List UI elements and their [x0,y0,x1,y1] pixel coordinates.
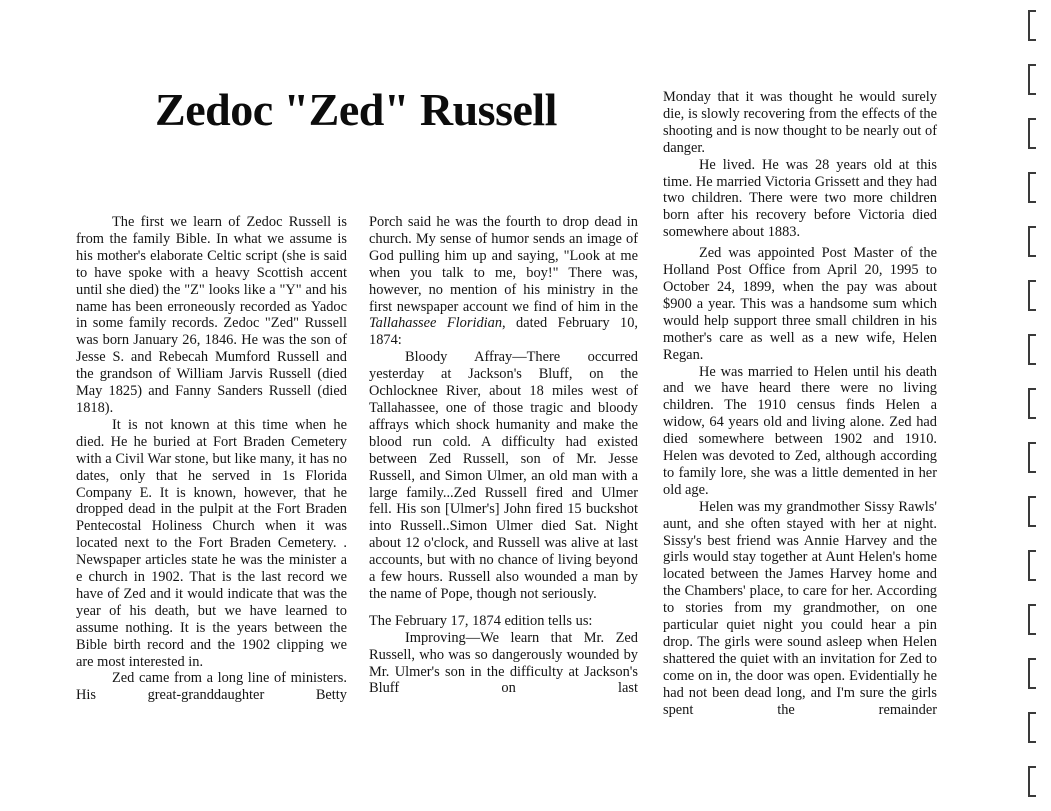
binding-ring [1028,64,1036,95]
text-run: , dated February 10, 1874: [369,315,638,349]
right-column [663,89,937,719]
paragraph-recovery: Monday that it was thought he would surely die, is slowly recovering from the effects of the shooting and is now thought to be nearly out of danger. [663,89,937,156]
paragraph-helen: He was married to Helen until his death and we have heard there were no living children. The 1910 census finds Helen a widow, 64 years old and living alone. Zed had died somewhere between 1902 and 1910. Helen was devoted to Zed, although according to family lore, she was a little demented in her old age. [663,363,937,498]
text-run: Porch said he was the fourth to drop dead in church. My sense of humor sends an image of God pulling him up and saying, "Look at me when you talk to me, boy!" There was, however, no mention of his ministry in the first newspaper account we find of him in the [369,214,638,315]
paragraph-post-master: Zed was appointed Post Master of the Holland Post Office from April 20, 1995 to October 24, 1899, when the pay was about $900 a year. This was a handsome sum which would help support three small children in his mother's care as well as a new wife, Helen Regan. [663,245,937,363]
paragraph-sissy-rawls: Helen was my grandmother Sissy Rawls' aunt, and she often stayed with her at night. Sissy's best friend was Annie Harvey and the girls would stay together at Aunt Helen's home located between the James Harvey home and the Chambers' place, to care for her. According to stories from my grandmother, on one particular quiet night you could hear a pin drop. The girls were sound asleep when Helen shattered the quiet with an invitation for Zed to come on in, the door was open. Evidentially he had not been dead long, and I'm sure the girls spent the remainder [663,498,937,718]
binding-ring [1028,280,1036,311]
paragraph-bible-record: The first we learn of Zedoc Russell is from the family Bible. In what we assume is his mother's elaborate Celtic script (she is said to have spoke with a heavy Scottish accent until she died) the "Z" looks like a "Y" and his name has been erroneously recorded as Yadoc in some family records. Zedoc "Zed" Russell was born January 26, 1846. He was the son of Jesse S. and Rebecah Mumford Russell and the grandson of William Jarvis Russell (died May 1825) and Fanny Sanders Russell (died 1818). [76,214,347,416]
binding-ring [1028,442,1036,473]
middle-column [369,214,638,697]
binding-ring [1028,712,1036,743]
paragraph-he-lived: He lived. He was 28 years old at this time. He married Victoria Grissett and they had two children. There were two more children born after his recovery before Victoria died somewhere about 1883. [663,156,937,241]
binding-ring [1028,658,1036,689]
binding-ring [1028,10,1036,41]
binding-ring [1028,388,1036,419]
paragraph-february-edition: The February 17, 1874 edition tells us: [369,612,593,629]
paragraph-porch-quote [369,214,638,349]
spiral-binding [1018,0,1051,811]
binding-ring [1028,766,1036,797]
quote-improving: Improving—We learn that Mr. Zed Russell, who was so dangerously wounded by Mr. Ulmer's son in the difficulty at Jackson's Bluff on last [369,629,638,697]
binding-ring [1028,226,1036,257]
quote-bloody-affray: Bloody Affray—There occurred yesterday at Jackson's Bluff, on the Ochlocknee River, about 18 miles west of Tallahassee, one of those tragic and bloody affrays which shock humanity and make the blood run cold. A difficulty had existed between Zed Russell, son of Mr. Jesse Russell, and Simon Ulmer, an old man with a large family...Zed Russell fired and Ulmer fell. His son [Ulmer's] John fired 15 buckshot into Russell..Simon Ulmer died Sat. Night about 12 o'clock, and Russell was alive at last accounts, but with no chance of living beyond a few hours. Russell also wounded a man by the name of Pope, though not seriously. [369,349,638,602]
binding-ring [1028,118,1036,149]
paragraph-ministers: Zed came from a long line of ministers. His great-granddaughter Betty [76,670,347,704]
binding-ring [1028,334,1036,365]
binding-ring [1028,496,1036,527]
article-title: Zedoc "Zed" Russell [155,84,557,135]
newspaper-name: Tallahassee Floridian [369,315,503,332]
left-column [76,214,347,704]
binding-ring [1028,604,1036,635]
paragraph-death-burial: It is not known at this time when he died. He he buried at Fort Braden Cemetery with a Civil War stone, but like many, it has no dates, only that he served in 1s Florida Company E. It is known, however, that he dropped dead in the pulpit at the Fort Braden Pentecostal Holiness Church when it was located next to the Fort Braden Cemetery. . Newspaper articles state he was the minister a e church in 1902. That is the last record we have of Zed and it would indicate that was the year of his death, but we have learned to assume nothing. It is the years between the Bible birth record and the 1902 clipping we are most interested in. [76,416,347,670]
binding-ring [1028,550,1036,581]
binding-ring [1028,172,1036,203]
